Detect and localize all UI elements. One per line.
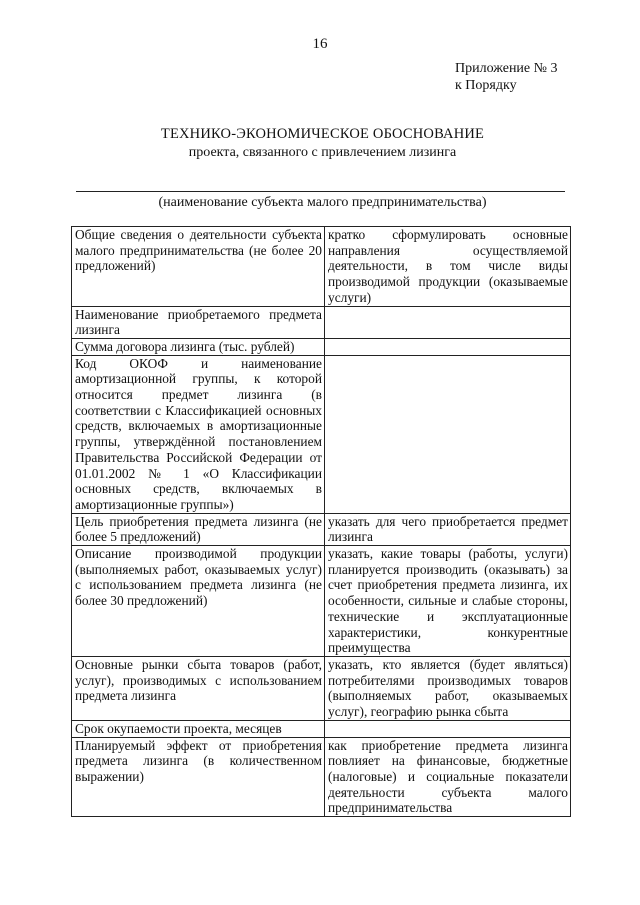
row-label: Общие сведения о деятельности субъекта малого предпринимательства (не более 20 предложений) (72, 227, 325, 307)
table-row-general-info (72, 227, 571, 307)
document-subtitle: проекта, связанного с привлечением лизинга (188, 145, 457, 160)
entity-name-caption: (наименование субъекта малого предпринимательства) (158, 195, 487, 210)
appendix-line-2: к Порядку (455, 78, 517, 93)
table-row-payback-period (72, 720, 571, 737)
appendix-reference (455, 60, 558, 94)
row-value (325, 338, 571, 355)
row-value: как приобретение предмета лизинга повлияет на финансовые, бюджетные (налоговые) и социальные показатели деятельности субъекта малого предпринимательства (325, 737, 571, 817)
row-value: указать для чего приобретается предмет лизинга (325, 513, 571, 545)
row-label: Цель приобретения предмета лизинга (не более 5 предложений) (72, 513, 325, 545)
row-label: Срок окупаемости проекта, месяцев (72, 720, 325, 737)
row-label: Основные рынки сбыта товаров (работ, услуг), производимых с использованием предмета лизинга (72, 656, 325, 720)
table-row-purpose (72, 513, 571, 545)
row-label: Наименование приобретаемого предмета лизинга (72, 306, 325, 338)
table-row-okof-code (72, 355, 571, 513)
row-value (325, 306, 571, 338)
row-value (325, 720, 571, 737)
entity-name-line (76, 191, 565, 192)
row-value: кратко сформулировать основные направления осуществляемой деятельности, в том числе виды производимой продукции (оказываемые услуги) (325, 227, 571, 307)
row-label: Сумма договора лизинга (тыс. рублей) (72, 338, 325, 355)
table-row-planned-effect (72, 737, 571, 817)
table-row-leasing-item (72, 306, 571, 338)
row-label: Описание производимой продукции (выполняемых работ, оказываемых услуг) с использованием предмета лизинга (не более 30 предложений) (72, 546, 325, 657)
page-number: 16 (312, 36, 328, 52)
row-label: Код ОКОФ и наименование амортизационной группы, к которой относится предмет лизинга (в соответствии с Классификацией основных средств, включаемых в амортизационные группы, утверждённой постановлением Правительства Российской Федерации от 01.01.2002 № 1 «О Классификации основных средств, включаемых в амортизационные группы») (72, 355, 325, 513)
document-title: ТЕХНИКО-ЭКОНОМИЧЕСКОЕ ОБОСНОВАНИЕ (160, 126, 485, 142)
row-value: указать, кто является (будет являться) потребителями производимых товаров (выполняемых работ, оказываемых услуг), географию рынка сбыта (325, 656, 571, 720)
row-value: указать, какие товары (работы, услуги) планируется производить (оказывать) за счет приобретения предмета лизинга, их особенности, сильные и слабые стороны, технические и эксплуатационные характеристики, конкурентные преимущества (325, 546, 571, 657)
table-row-product-description (72, 546, 571, 657)
row-label: Планируемый эффект от приобретения предмета лизинга (в количественном выражении) (72, 737, 325, 817)
feasibility-table (71, 226, 571, 817)
row-value (325, 355, 571, 513)
table-row-contract-sum (72, 338, 571, 355)
table-row-sales-markets (72, 656, 571, 720)
appendix-line-1: Приложение № 3 (455, 61, 558, 76)
